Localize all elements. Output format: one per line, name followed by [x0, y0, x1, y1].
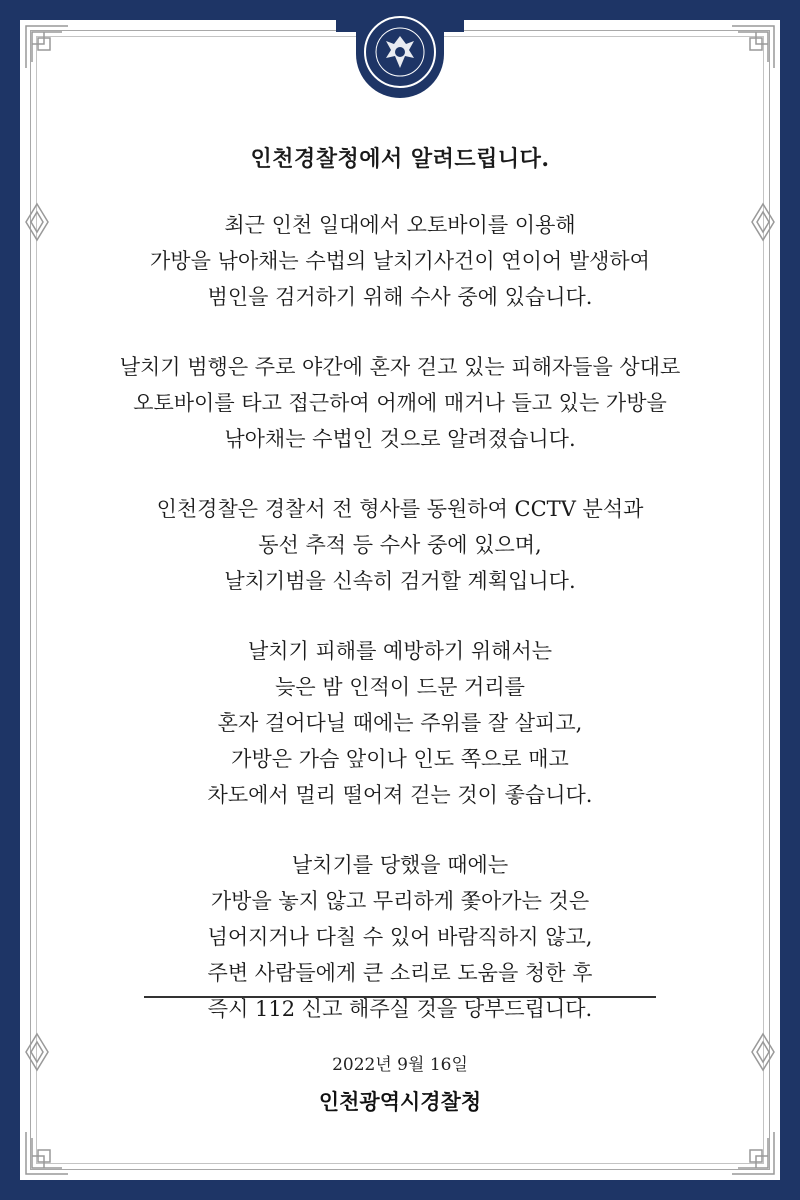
- police-eagle-emblem-icon: [362, 14, 438, 90]
- text-line: 넘어지거나 다칠 수 있어 바람직하지 않고,: [207, 925, 593, 949]
- corner-ornament-icon: [728, 22, 778, 72]
- text-line: 즉시 112 신고 해주실 것을 당부드립니다.: [207, 997, 593, 1021]
- text-line: 늦은 밤 인적이 드문 거리를: [275, 675, 525, 699]
- text-line: 범인을 검거하기 위해 수사 중에 있습니다.: [207, 285, 593, 309]
- text-line: 날치기를 당했을 때에는: [291, 853, 509, 877]
- text-line: 날치기 범행은 주로 야간에 혼자 걷고 있는 피해자들을 상대로: [119, 355, 681, 379]
- text-line: 가방은 가슴 앞이나 인도 쪽으로 매고: [231, 747, 569, 771]
- text-line: 동선 추적 등 수사 중에 있으며,: [258, 533, 542, 557]
- notice-paper: [20, 20, 780, 1180]
- text-line: 주변 사람들에게 큰 소리로 도움을 청한 후: [207, 961, 593, 985]
- police-emblem: [356, 0, 444, 98]
- text-line: 날치기범을 신속히 검거할 계획입니다.: [224, 569, 576, 593]
- text-line: 혼자 걸어다닐 때에는 주위를 잘 살피고,: [217, 711, 583, 735]
- text-line: 낚아채는 수법인 것으로 알려졌습니다.: [224, 427, 576, 451]
- text-line: 가방을 놓지 않고 무리하게 쫓아가는 것은: [210, 889, 590, 913]
- paragraph: [60, 349, 740, 457]
- issuing-organization: 인천광역시경찰청: [318, 1089, 482, 1114]
- paragraph: [60, 847, 740, 1027]
- text-line: 가방을 낚아채는 수법의 날치기사건이 연이어 발생하여: [150, 249, 650, 273]
- paragraph: [60, 633, 740, 813]
- corner-ornament-icon: [22, 22, 72, 72]
- side-ornament-icon: [24, 202, 50, 242]
- paragraph: [60, 491, 740, 599]
- text-line: 최근 인천 일대에서 오토바이를 이용해: [224, 213, 576, 237]
- text-line: 차도에서 멀리 떨어져 걷는 것이 좋습니다.: [207, 783, 593, 807]
- notice-heading: 인천경찰청에서 알려드립니다.: [250, 146, 550, 172]
- text-line: 인천경찰은 경찰서 전 형사를 동원하여 CCTV 분석과: [156, 497, 644, 521]
- signature-divider: [144, 996, 656, 998]
- corner-ornament-icon: [728, 1128, 778, 1178]
- text-line: 날치기 피해를 예방하기 위해서는: [247, 639, 553, 663]
- text-line: 오토바이를 타고 접근하여 어깨에 매거나 들고 있는 가방을: [133, 391, 667, 415]
- side-ornament-icon: [750, 202, 776, 242]
- notice-body: [60, 142, 740, 1061]
- paragraph: [60, 207, 740, 315]
- notice-date: 2022년 9월 16일: [332, 1055, 468, 1075]
- corner-ornament-icon: [22, 1128, 72, 1178]
